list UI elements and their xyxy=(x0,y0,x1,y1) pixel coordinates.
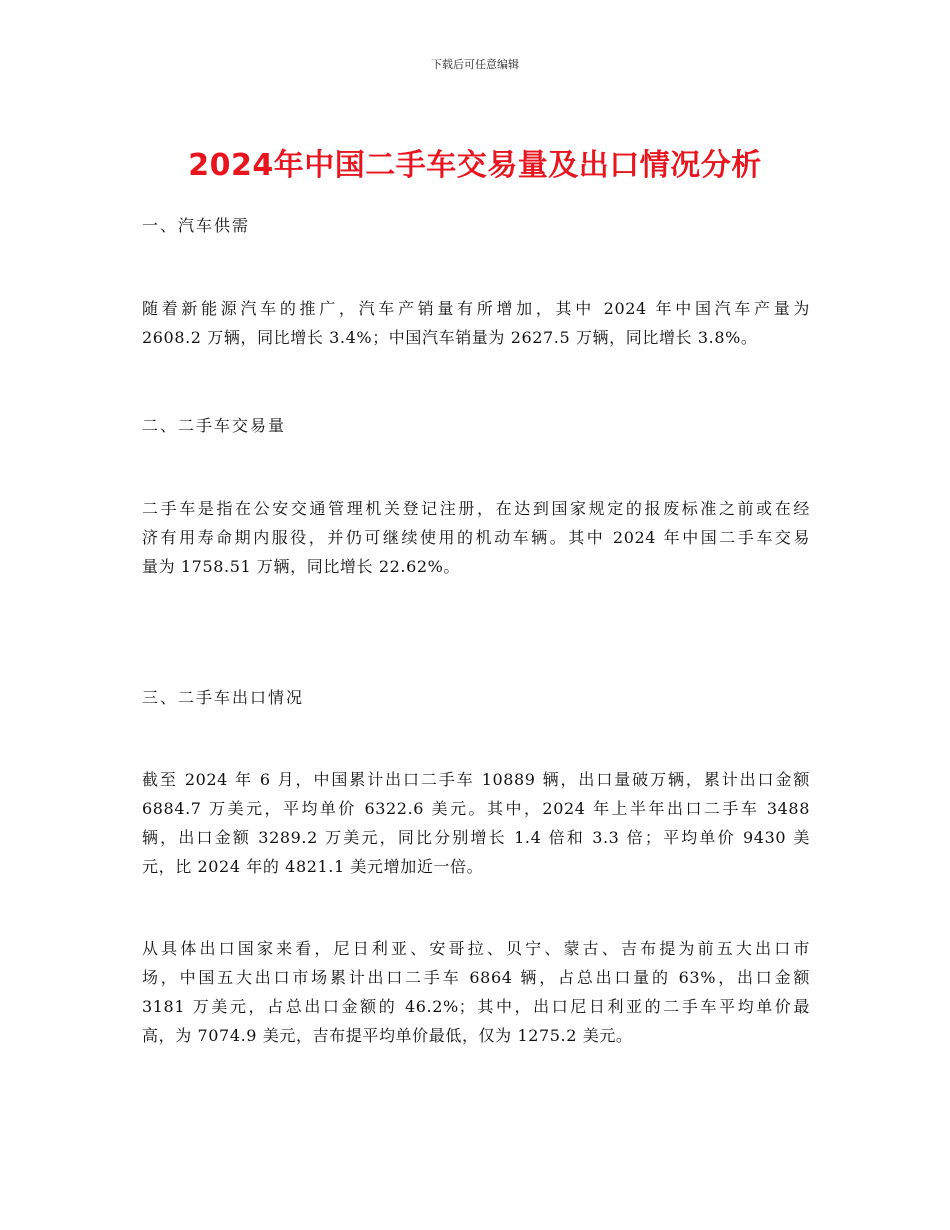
paragraph-line: 辆，出口金额 3289.2 万美元，同比分别增长 1.4 倍和 3.3 倍；平均单价 9430 美 xyxy=(142,828,810,847)
paragraph-line: 量为 1758.51 万辆，同比增长 22.62%。 xyxy=(142,557,461,576)
paragraph-line: 二手车是指在公安交通管理机关登记注册，在达到国家规定的报废标准之前或在经 xyxy=(142,499,810,518)
paragraph-line: 从具体出口国家来看，尼日利亚、安哥拉、贝宁、蒙古、吉布提为前五大出口市 xyxy=(142,939,810,958)
paragraph-line: 场，中国五大出口市场累计出口二手车 6864 辆，占总出口量的 63%，出口金额 xyxy=(142,968,810,987)
paragraph-line: 济有用寿命期内服役，并仍可继续使用的机动车辆。其中 2024 年中国二手车交易 xyxy=(142,528,810,547)
paragraph-line: 高，为 7074.9 美元，吉布提平均单价最低，仅为 1275.2 美元。 xyxy=(142,1026,633,1045)
paragraph-line: 2608.2 万辆，同比增长 3.4%；中国汽车销量为 2627.5 万辆，同比增长 3.8%。 xyxy=(142,328,758,347)
section-heading-supply: 一、汽车供需 xyxy=(142,216,251,235)
section-heading-trade-volume: 二、二手车交易量 xyxy=(142,416,287,435)
paragraph-line: 6884.7 万美元，平均单价 6322.6 美元。其中，2024 年上半年出口二手车 3488 xyxy=(142,799,810,818)
paragraph-export-summary xyxy=(142,765,810,881)
paragraph-trade-volume xyxy=(142,494,810,581)
paragraph-line: 元，比 2024 年的 4821.1 美元增加近一倍。 xyxy=(142,857,484,876)
paragraph-line: 3181 万美元，占总出口金额的 46.2%；其中，出口尼日利亚的二手车平均单价最 xyxy=(142,997,810,1016)
paragraph-supply xyxy=(142,294,810,352)
paragraph-line: 截至 2024 年 6 月，中国累计出口二手车 10889 辆，出口量破万辆，累计出口金额 xyxy=(142,770,810,789)
document-title: 2024年中国二手车交易量及出口情况分析 xyxy=(188,148,762,183)
header-note: 下载后可任意编辑 xyxy=(431,58,519,71)
paragraph-export-markets xyxy=(142,934,810,1050)
section-heading-export: 三、二手车出口情况 xyxy=(142,688,305,707)
paragraph-line: 随着新能源汽车的推广，汽车产销量有所增加，其中 2024 年中国汽车产量为 xyxy=(142,299,810,318)
